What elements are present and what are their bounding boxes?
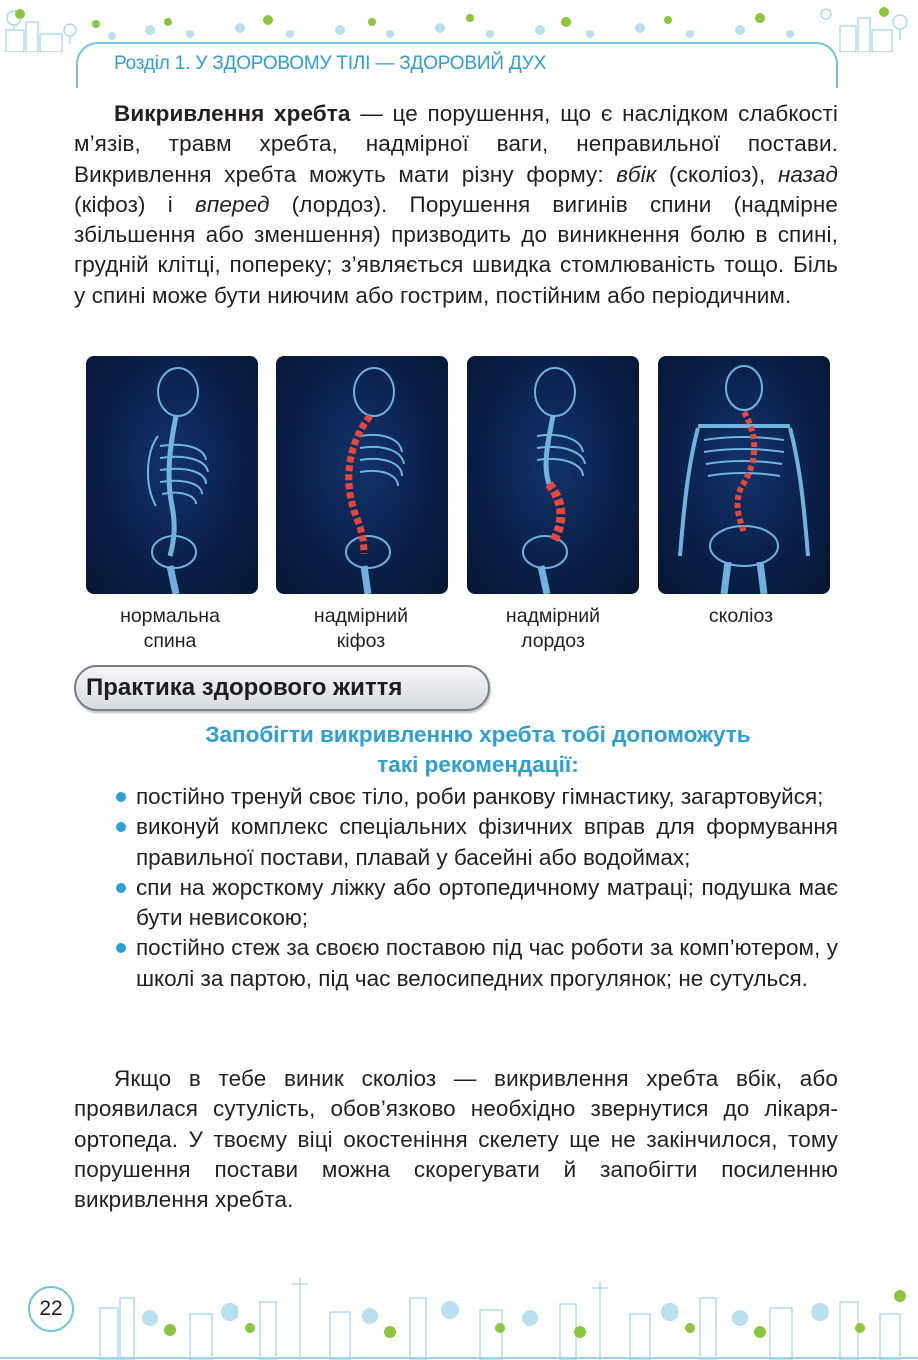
bottom-city-decoration — [0, 1268, 918, 1360]
normal-spine-image — [86, 356, 258, 594]
list-item-text: спи на жорсткому ліжку або ортопедичному матраці; подушка має бути невисокою; — [136, 874, 838, 931]
list-item-text: виконуй комплекс спеціальних фізичних вправ для формування правильної постави, плавай у басейні або водоймах; — [136, 814, 838, 870]
caption-line: надмірний — [313, 605, 409, 627]
text-run: (лордоз). Порушення вигинів спини (надмірне збільшення або зменшення) призводить до виникнення болю в спині, грудній клітці, попереку; з’являється швидка стомлюваність тощо. Біль у спині може бути ниючим або гострим, постійним або періодичним. — [74, 191, 838, 308]
running-header — [114, 52, 546, 76]
list-item — [74, 873, 838, 934]
intro-paragraph — [74, 99, 838, 311]
page-number: 22 — [28, 1286, 74, 1332]
italic-term: вбік — [616, 161, 657, 187]
text-run: Якщо в тебе виник сколіоз — викривлення хребта вбік, або проявилася сутулість, обов’язково необхідно звернутися до лікаря-ортопеда. У твоєму віці окостеніння скелету ще не закінчилося, тому порушення постави можна скорегувати й запобігти посиленню викривлення хребта. — [74, 1066, 838, 1213]
bullet-dot-icon — [116, 883, 126, 893]
list-item — [74, 812, 838, 873]
closing-paragraph — [74, 1064, 838, 1215]
caption-line: сколіоз — [708, 605, 774, 627]
recommendations-list — [74, 782, 838, 994]
text-run: — це порушення, що є наслідком слабкості м’язів, травм хребта, надмірної ваги, неправильної постави. Викривлення хребта можуть мати різну форму: — [74, 101, 838, 187]
recommendations-heading-line2: такі рекомендації: — [377, 752, 579, 777]
section-label: Розділ 1. — [114, 53, 191, 74]
caption-line: надмірний — [505, 605, 601, 627]
bullet-dot-icon — [116, 822, 126, 832]
practice-banner-title: Практика здорового життя — [86, 674, 403, 701]
italic-term: вперед — [195, 191, 270, 217]
bullet-dot-icon — [116, 943, 126, 953]
caption-line: нормальна — [120, 605, 220, 627]
caption-kyphosis — [266, 604, 456, 654]
caption-scoliosis — [646, 604, 836, 629]
kyphosis-image — [276, 356, 448, 594]
list-item — [74, 933, 838, 994]
list-item-text: постійно стеж за своєю поставою під час роботи за комп’ютером, у школі за партою, під час велосипедних прогулянок; не сутулься. — [136, 935, 838, 991]
lordosis-image — [467, 356, 639, 594]
caption-line: лордоз — [521, 630, 585, 652]
caption-line: спина — [143, 630, 197, 652]
list-item-text: постійно тренуй своє тіло, роби ранкову гімнастику, загартовуйся; — [136, 784, 824, 809]
recommendations-heading-line1: Запобігти викривленню хребта тобі допоможуть — [205, 722, 751, 747]
italic-term: назад — [777, 161, 838, 187]
caption-normal-spine — [75, 604, 265, 654]
list-item — [74, 782, 838, 812]
caption-lordosis — [458, 604, 648, 654]
caption-line: кіфоз — [336, 630, 386, 652]
bullet-dot-icon — [116, 792, 126, 802]
text-run: (кіфоз) і — [74, 191, 196, 217]
section-title: У ЗДОРОВОМУ ТІЛІ — ЗДОРОВИЙ ДУХ — [195, 53, 547, 74]
scoliosis-image — [658, 356, 830, 594]
term-bold: Викривлення хребта — [114, 101, 351, 126]
text-run: (сколіоз), — [656, 161, 778, 187]
